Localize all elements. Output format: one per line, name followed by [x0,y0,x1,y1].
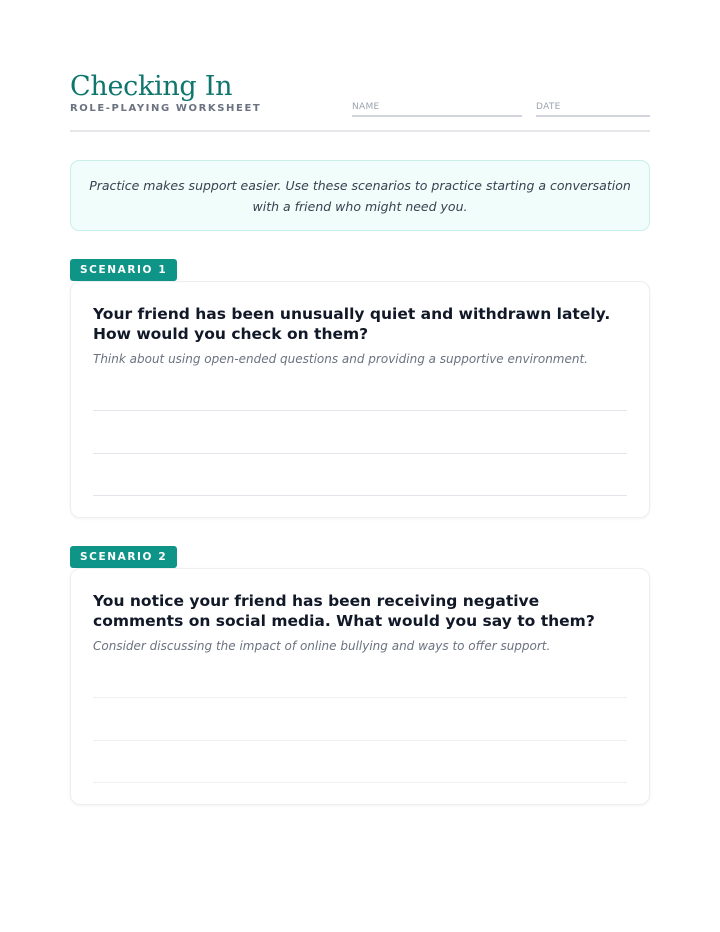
worksheet-header [70,72,650,132]
date-field[interactable] [536,101,650,117]
answer-line[interactable] [93,782,627,783]
date-label: DATE [536,102,561,112]
scenario-2-card [70,568,650,805]
name-label: NAME [352,102,380,112]
scenario-2-hint: Consider discussing the impact of online bullying and ways to offer support. [93,639,551,653]
scenario-1-hint: Think about using open-ended questions and providing a supportive environment. [93,352,588,366]
answer-line[interactable] [93,453,627,454]
answer-line[interactable] [93,495,627,496]
answer-line[interactable] [93,740,627,741]
scenario-1-question: Your friend has been unusually quiet and withdrawn lately. How would you check on them? [93,305,611,343]
scenario-1-card [70,281,650,518]
page-title: Checking In [70,71,233,102]
answer-line[interactable] [93,410,627,411]
intro-callout [70,160,650,231]
intro-text: Practice makes support easier. Use these scenarios to practice starting a conversation with a friend who might need you. [89,178,631,214]
answer-line[interactable] [93,697,627,698]
scenario-2-question: You notice your friend has been receiving negative comments on social media. What would you say to them? [93,592,595,630]
scenario-1-badge: SCENARIO 1 [70,259,177,281]
name-field[interactable] [352,101,522,117]
scenario-2-badge: SCENARIO 2 [70,546,177,568]
page-subtitle: ROLE-PLAYING WORKSHEET [70,103,262,114]
